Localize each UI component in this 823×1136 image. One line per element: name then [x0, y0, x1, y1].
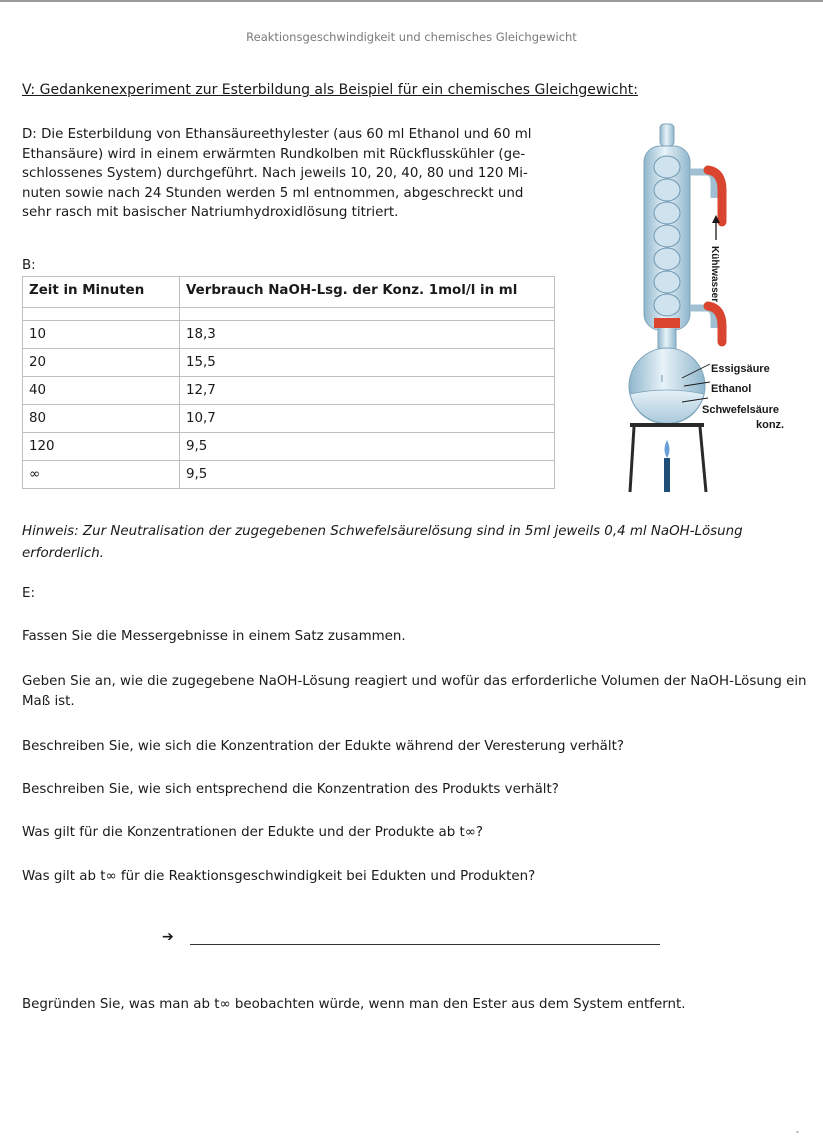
volume-cell: 15,5 — [180, 349, 555, 377]
time-cell: 40 — [23, 377, 180, 405]
page-header: Reaktionsgeschwindigkeit und chemisches Gleichgewicht — [246, 30, 577, 44]
table-row — [23, 321, 555, 349]
neck-clamp — [654, 318, 680, 328]
question-summary: Fassen Sie die Messergebnisse in einem Satz zusammen. — [22, 629, 406, 644]
question-remove-ester: Begründen Sie, was man ab t∞ beobachten würde, wenn man den Ester aus dem System entfernt. — [22, 997, 686, 1012]
acetic-acid-label: Essigsäure — [711, 363, 770, 375]
sulfuric-acid-label: Schwefelsäure — [702, 404, 780, 416]
question-concentrations-t-infinity: Was gilt für die Konzentrationen der Edukte und der Produkte ab t∞? — [22, 825, 483, 840]
time-cell: 20 — [23, 349, 180, 377]
coolant-label: Kühlwasser — [709, 246, 720, 303]
table-row — [23, 461, 555, 489]
stand-top — [630, 423, 704, 427]
question-naoh-reaction: Geben Sie an, wie die zugegebene NaOH-Lösung reagiert und wofür das erforderliche Volumen der NaOH-Lösung ein Maß ist. — [22, 674, 807, 709]
experiment-description — [22, 125, 567, 223]
description-line: D: Die Esterbildung von Ethansäureethylester (aus 60 ml Ethanol und 60 ml — [22, 127, 532, 142]
reflux-apparatus-illustration — [596, 120, 802, 498]
question-reaction-rate: Was gilt ab t∞ für die Reaktionsgeschwindigkeit bei Edukten und Produkten? — [22, 869, 536, 884]
concentrated-label: konz. — [756, 419, 785, 431]
column-header-time: Zeit in Minuten — [23, 277, 180, 308]
time-cell: 120 — [23, 433, 180, 461]
volume-cell: 9,5 — [180, 433, 555, 461]
volume-cell: 12,7 — [180, 377, 555, 405]
table-row — [23, 433, 555, 461]
arrow-icon: ➔ — [162, 929, 174, 945]
description-line: schlossenes System) durchgeführt. Nach jeweils 10, 20, 40, 80 und 120 Mi- — [22, 166, 528, 182]
question-product-concentration: Beschreiben Sie, wie sich entsprechend die Konzentration des Produkts verhält? — [22, 782, 559, 797]
time-cell: 80 — [23, 405, 180, 433]
scan-artifact — [796, 1131, 799, 1133]
burner — [664, 458, 670, 492]
table-header-row — [23, 277, 555, 308]
column-header-naoh: Verbrauch NaOH-Lsg. der Konz. 1mol/l in ml — [180, 277, 555, 308]
stand-leg-right — [700, 427, 706, 492]
condenser-tip — [660, 124, 674, 146]
top-border — [0, 0, 823, 2]
ethanol-label: Ethanol — [711, 383, 752, 395]
observation-label: B: — [22, 258, 36, 273]
evaluation-label: E: — [22, 586, 35, 601]
measurement-table — [22, 276, 555, 489]
description-line: Ethansäure) wird in einem erwärmten Rundkolben mit Rückflusskühler (ge- — [22, 146, 526, 162]
coolant-outlet-tube — [690, 172, 714, 198]
flame-icon — [665, 440, 670, 458]
time-cell: ∞ — [23, 461, 180, 489]
neutralisation-hint: Hinweis: Zur Neutralisation der zugegebenen Schwefelsäurelösung sind in 5ml jeweils 0,4 ml NaOH-Lösung erforderlich. — [22, 524, 743, 561]
volume-cell: 10,7 — [180, 405, 555, 433]
volume-cell: 9,5 — [180, 461, 555, 489]
experiment-title: V: Gedankenexperiment zur Esterbildung als Beispiel für ein chemisches Gleichgewicht: — [22, 82, 638, 98]
flask-liquid — [630, 390, 704, 423]
description-line: sehr rasch mit basischer Natriumhydroxidlösung titriert. — [22, 205, 399, 221]
time-cell: 10 — [23, 321, 180, 349]
table-row — [23, 405, 555, 433]
table-row — [23, 377, 555, 405]
table-spacer-row — [23, 308, 555, 321]
answer-line — [190, 944, 660, 945]
description-line: nuten sowie nach 24 Stunden werden 5 ml entnommen, abgeschreckt und — [22, 185, 524, 201]
volume-cell: 18,3 — [180, 321, 555, 349]
stand-leg-left — [630, 427, 634, 492]
table-row — [23, 349, 555, 377]
question-educt-concentration: Beschreiben Sie, wie sich die Konzentration der Edukte während der Veresterung verhält? — [22, 739, 624, 754]
